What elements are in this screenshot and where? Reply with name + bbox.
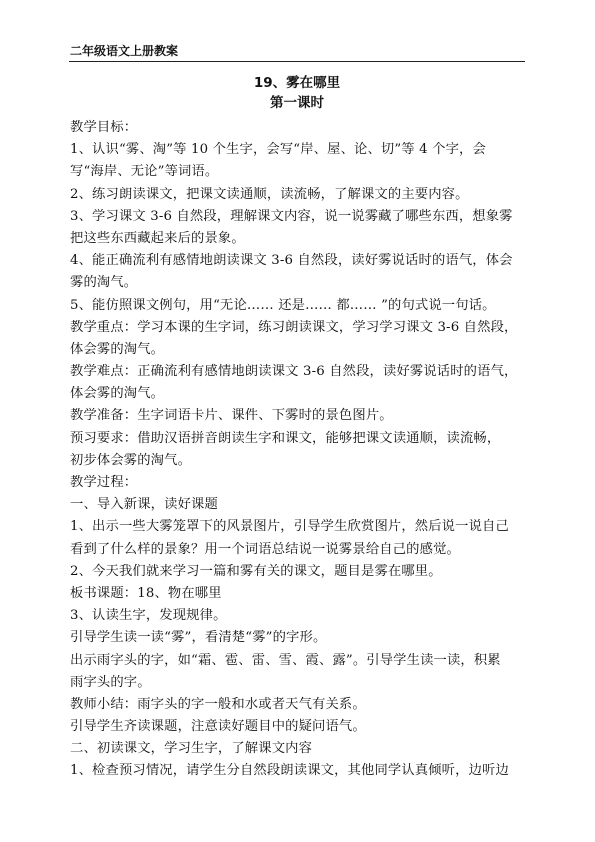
body-line: 5、能仿照课文例句，用“无论…… 还是…… 都…… ”的句式说一句话。 [70, 297, 496, 313]
body-line: 雾的淘气。 [70, 275, 138, 291]
lesson-body [70, 117, 530, 783]
body-line: 1、检查预习情况，请学生分自然段朗读课文，其他同学认真倾听，边听边 [70, 763, 509, 779]
body-line: 教师小结：雨字头的字一般和水或者天气有关系。 [70, 696, 366, 712]
body-line: 教学重点：学习本课的生字词，练习朗读课文，学习学习课文 3-6 自然段， [70, 319, 518, 335]
lesson-subtitle: 第一课时 [270, 95, 324, 111]
body-line: 体会雾的淘气。 [70, 386, 165, 402]
body-line: 板书课题：18、物在哪里 [70, 585, 222, 601]
body-line: 4、能正确流利有感情地朗读课文 3-6 自然段，读好雾说话时的语气，体会 [70, 253, 513, 269]
body-line: 3、学习课文 3-6 自然段，理解课文内容，说一说雾藏了哪些东西，想象雾 [70, 208, 513, 224]
body-line: 看到了什么样的景象？用一个词语总结说一说雾景给自己的感觉。 [70, 541, 460, 557]
body-line: 预习要求：借助汉语拼音朗读生字和课文，能够把课文读通顺，读流畅， [70, 430, 501, 446]
body-line: 雨字头的字。 [70, 674, 151, 690]
body-line: 把这些东西藏起来后的景象。 [70, 230, 245, 246]
body-line: 引导学生读一读“雾”，看清楚“雾”的字形。 [70, 630, 327, 646]
body-line: 教学准备：生字词语卡片、课件、下雾时的景色图片。 [70, 408, 393, 424]
body-line: 3、认读生字，发现规律。 [70, 608, 227, 624]
body-line: 一、导入新课，读好课题 [70, 497, 218, 513]
body-line: 出示雨字头的字，如“霜、雹、雷、雪、霞、露”。引导学生读一读，积累 [70, 652, 501, 668]
body-line: 1、出示一些大雾笼罩下的风景图片，引导学生欣赏图片，然后说一说自己 [70, 519, 509, 535]
body-line: 2、练习朗读课文，把课文读通顺，读流畅，了解课文的主要内容。 [70, 186, 469, 202]
body-line: 引导学生齐读课题，注意读好题目中的疑问语气。 [70, 719, 366, 735]
header-divider [69, 61, 525, 62]
body-line: 教学难点：正确流利有感情地朗读课文 3-6 自然段，读好雾说话时的语气， [70, 364, 518, 380]
body-line: 教学过程： [70, 475, 138, 490]
page-header: 二年级语文上册教案 [70, 44, 179, 58]
body-line: 教学目标： [70, 120, 138, 135]
body-line: 写“海岸、无论”等词语。 [70, 164, 219, 180]
body-line: 二、初读课文，学习生字，了解课文内容 [70, 741, 313, 757]
body-line: 初步体会雾的淘气。 [70, 452, 192, 468]
body-line: 2、今天我们就来学习一篇和雾有关的课文，题目是雾在哪里。 [70, 563, 442, 579]
body-line: 体会雾的淘气。 [70, 341, 165, 357]
body-line: 1、认识“雾、淘”等 10 个生字，会写“岸、屋、论、切”等 4 个字，会 [70, 142, 486, 158]
lesson-title: 19、雾在哪里 [253, 75, 341, 91]
